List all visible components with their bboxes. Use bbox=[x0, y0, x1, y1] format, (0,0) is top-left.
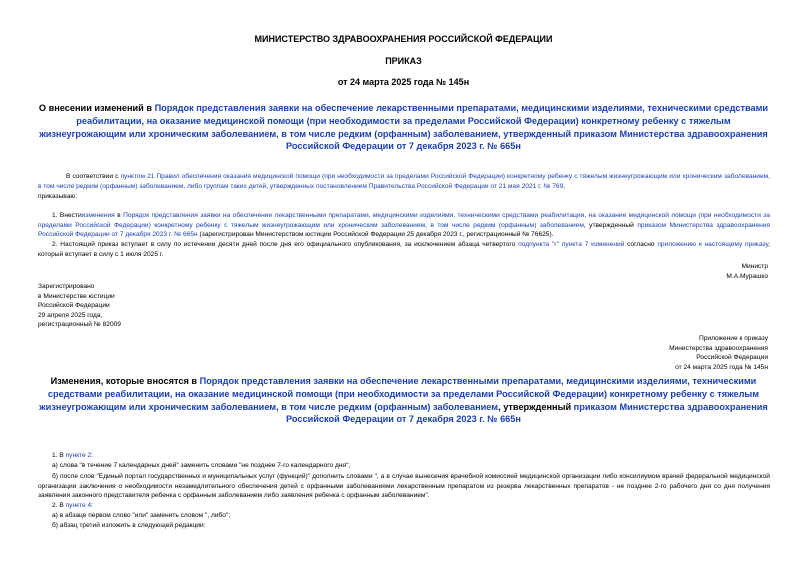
ministry-name: МИНИСТЕРСТВО ЗДРАВООХРАНЕНИЯ РОССИЙСКОЙ ФЕДЕРАЦИИ bbox=[254, 34, 553, 44]
item-2-link-appendix[interactable]: приложению к настоящему приказу bbox=[657, 241, 769, 248]
registration-block bbox=[38, 282, 121, 330]
item-1-text-c: , утвержденный bbox=[583, 221, 634, 229]
item-2-text-c: , который вступает в силу с 1 июля 2025 г. bbox=[38, 241, 770, 258]
registration-line: Российской Федерации bbox=[38, 302, 110, 310]
signature-role: Министр bbox=[741, 263, 768, 270]
change-1-text-a: 1. В bbox=[52, 452, 64, 459]
item-1-text-a: 1. Внести bbox=[52, 212, 82, 219]
appendix-header bbox=[500, 334, 768, 372]
appendix-title-link-order[interactable]: Порядок представления заявки на обеспечение лекарственными препаратами, медицинскими изделиями, техническими средствами реабилитации, на оказание медицинской помощи (при необходимости за пределами Российской Федерации) конкретному ребенку с тяжелым жизнеугрожающим или хроническим заболеванием, в том числе редким (орфанным) заболеванием bbox=[39, 376, 760, 412]
appendix-header-line: от 24 марта 2025 года № 145н bbox=[675, 363, 768, 371]
appendix-header-line: Российской Федерации bbox=[696, 354, 768, 362]
appendix-header-line: Приложение к приказу bbox=[698, 335, 768, 342]
title-prefix: О внесении изменений в bbox=[38, 103, 153, 113]
item-1-link-order[interactable]: Порядок представления заявки на обеспечение лекарственными препаратами, медицинскими изделиями, техническими средствами реабилитации, на оказание медицинской помощи (при необходимости за пределами Российской Федерации) конкретному ребенку с тяжелым жизнеугрожающим или хроническим заболеванием, в том числе редким (орфанным) заболеванием bbox=[38, 212, 770, 229]
change-2b: б) абзац третий изложить в следующей редакции: bbox=[52, 522, 206, 529]
item-2-link-subpoint[interactable]: подпункта "г" пункта 7 изменений bbox=[518, 241, 625, 248]
change-2-text-b: : bbox=[91, 502, 94, 509]
title-link[interactable]: Порядок представления заявки на обеспечение лекарственными препаратами, медицинскими изделиями, техническими средствами реабилитации, на оказание медицинской помощи (при необходимости за пределами Российской Федерации) конкретному ребенку с тяжелым жизнеугрожающим или хроническим заболеванием, в том числе редким (орфанным) заболеванием, утвержденный приказом Министерства здравоохранения Российской Федерации от 7 декабря 2023 г. № 665н bbox=[39, 103, 769, 152]
change-2a: а) в абзаце первом слово "или" заменить словом ", либо"; bbox=[52, 512, 231, 519]
item-2-text-b: согласно bbox=[627, 241, 655, 248]
appendix-title-prefix: Изменения, которые вносятся в bbox=[50, 376, 198, 386]
item-1-text-b: в bbox=[117, 212, 121, 219]
item-1-paragraph bbox=[38, 211, 770, 240]
signature-name: М.А.Мурашко bbox=[726, 273, 768, 280]
item-2-paragraph bbox=[38, 240, 770, 259]
appendix-header-line: Министерства здравоохранения bbox=[669, 344, 768, 352]
change-2-text-a: 2. В bbox=[52, 502, 64, 509]
item-1-link-ministry-order[interactable]: приказом Министерства здравоохранения Российской Федерации от 7 декабря 2023 г. № 665н bbox=[38, 221, 771, 239]
document-type: ПРИКАЗ bbox=[385, 56, 422, 66]
preamble-link[interactable]: пунктом 21 Правил обеспечения оказания медицинской помощи (при необходимости за пределами Российской Федерации) конкретному ребенку с тяжелым жизнеугрожающим или хроническим заболеванием, в том числе редким (орфанным) заболеванием, либо группам таких детей, утвержденных постановлением Правительства Российской Федерации от 21 мая 2021 г. № 769 bbox=[38, 173, 770, 190]
item-1-link-changes[interactable]: изменения bbox=[81, 212, 115, 219]
change-1a: а) слова "в течение 7 календарных дней" заменить словами "не позднее 7-го календарного дня"; bbox=[52, 462, 351, 469]
document-title bbox=[36, 102, 771, 153]
registration-line: Зарегистрировано bbox=[38, 283, 95, 290]
preamble-paragraph bbox=[38, 172, 770, 191]
appendix-title-link-ministry-order[interactable]: приказом Министерства здравоохранения Российской Федерации от 7 декабря 2023 г. № 665н bbox=[286, 401, 768, 425]
item-2-text-a: 2. Настоящий приказ вступает в силу по истечении десяти дней после дня его официального опубликования, за исключением абзаца четвертого bbox=[52, 241, 516, 248]
registration-line: в Министерстве юстиции bbox=[38, 292, 115, 300]
change-2-heading bbox=[52, 501, 93, 511]
preamble-order: приказываю: bbox=[38, 193, 78, 200]
document-date: от 24 марта 2025 года № 145н bbox=[337, 77, 470, 87]
registration-line: 29 апреля 2025 года, bbox=[38, 311, 103, 319]
preamble-text-b: , bbox=[563, 182, 566, 190]
change-1-text-b: : bbox=[91, 452, 94, 459]
change-1b: б) после слов "Единый портал государственных и муниципальных услуг (функций)" дополнить словами ", а в случае вынесения врачебной комиссией медицинской организации либо консилиумом врачей федеральной медицинской организации заключения о необходимости незамедлительного обеспечения детей с орфанными заболеваниями лекарственным препаратом из резерва лекарственных препаратов - не позднее 2-го рабочего дня со дня получения заявления законного представителя ребенка с орфанным заболеванием либо заявления ребенка с орфанным заболеванием". bbox=[38, 473, 770, 500]
item-1-text-d: (зарегистрирован Министерством юстиции Российской Федерации 25 декабря 2023 г., регистрационный № 76625). bbox=[199, 231, 554, 239]
appendix-title bbox=[36, 375, 771, 426]
registration-line: регистрационный № 82009 bbox=[38, 321, 121, 329]
appendix-title-middle: , утвержденный bbox=[498, 401, 572, 412]
preamble-text-a: В соответствии с bbox=[66, 173, 119, 180]
change-2-link[interactable]: пункте 4 bbox=[65, 502, 92, 509]
change-1-heading bbox=[52, 451, 93, 461]
change-1-link[interactable]: пункте 2 bbox=[65, 452, 92, 459]
